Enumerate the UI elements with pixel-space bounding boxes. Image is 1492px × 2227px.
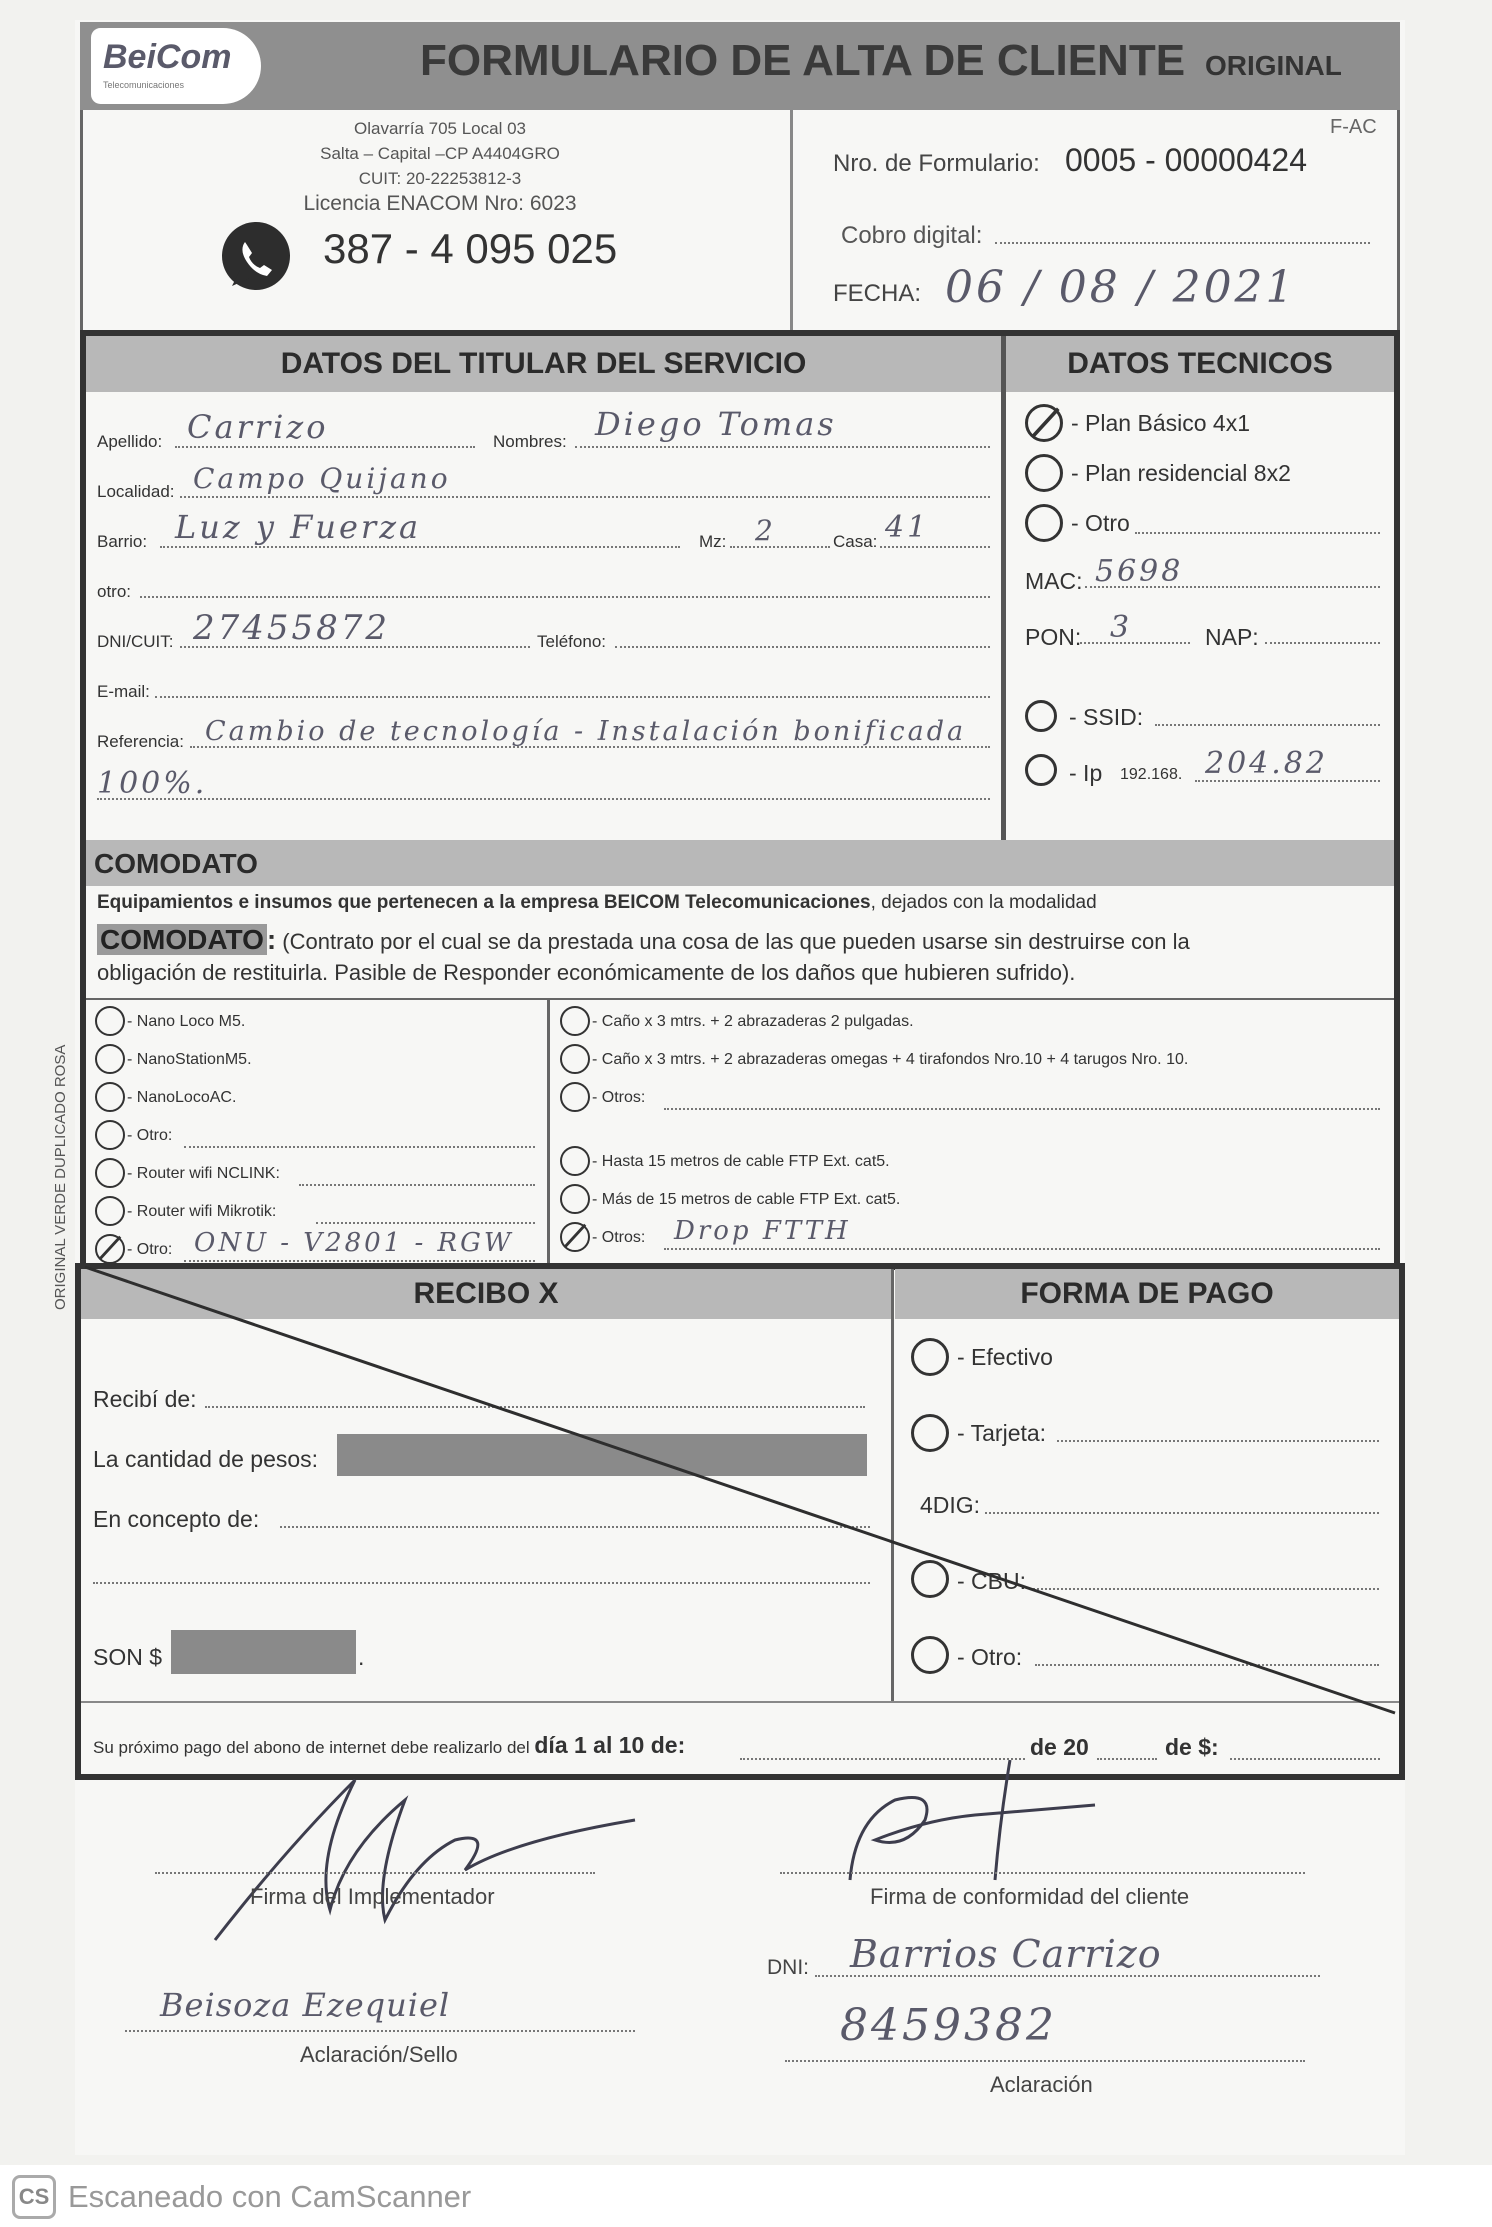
comodato-item-label: - Router wifi NCLINK: xyxy=(127,1165,280,1182)
tecnicos-header: DATOS TECNICOS xyxy=(1006,336,1394,392)
tecnico-option-label: - Plan Básico 4x1 xyxy=(1071,410,1250,436)
logo-subtext: Telecomunicaciones xyxy=(103,80,185,90)
apellido-line xyxy=(175,446,475,448)
comodato-item-value: ONU - V2801 - RGW xyxy=(194,1228,514,1258)
barrio-line xyxy=(160,546,680,548)
comodato-item xyxy=(95,1196,540,1230)
casa-line xyxy=(880,546,990,548)
nombres-line xyxy=(575,446,990,448)
cobro-digital-line xyxy=(995,242,1370,244)
radio-icon[interactable] xyxy=(95,1044,125,1074)
tecnico-option-label: - Otro xyxy=(1071,510,1130,536)
comodato-colon: : xyxy=(266,924,277,955)
cancel-diagonal-line xyxy=(75,1263,1405,1723)
pago-header: FORMA DE PAGO xyxy=(895,1269,1399,1319)
tarjeta-label: - Tarjeta: xyxy=(957,1420,1047,1446)
firma-impl-line xyxy=(155,1872,595,1874)
pon-value: 3 xyxy=(1110,610,1133,645)
cantidad-label: La cantidad de pesos: xyxy=(93,1446,319,1472)
comodato-divider-v xyxy=(547,998,550,1264)
tecnico-option xyxy=(1025,504,1385,544)
ssid-line xyxy=(1155,724,1380,726)
aclaracion-sello-line xyxy=(125,2030,635,2032)
address-line: Salta – Capital –CP A4404GRO xyxy=(320,144,560,163)
radio-icon[interactable] xyxy=(95,1006,125,1036)
radio-icon[interactable] xyxy=(560,1006,590,1036)
ip-label: - Ip xyxy=(1069,760,1103,786)
email-label: E-mail: xyxy=(97,682,150,701)
form-code: F-AC xyxy=(1330,116,1377,138)
whatsapp-icon xyxy=(220,220,292,292)
pago-footer-de20: de 20 xyxy=(1030,1734,1089,1760)
comodato-item-value: Drop FTTH xyxy=(674,1216,851,1246)
checked-radio-icon[interactable] xyxy=(95,1234,125,1264)
aclaracion-label: Aclaración xyxy=(990,2072,1093,2097)
referencia-label: Referencia: xyxy=(97,732,184,751)
localidad-label: Localidad: xyxy=(97,482,175,501)
logo-text: BeiCom xyxy=(103,38,232,76)
address-line: Olavarría 705 Local 03 xyxy=(354,119,526,138)
dni-sign-label: DNI: xyxy=(767,1956,809,1979)
camscanner-footer xyxy=(0,2165,1492,2227)
radio-icon[interactable] xyxy=(560,1146,590,1176)
dni-signature: Barrios Carrizo xyxy=(850,1932,1162,1976)
casa-value: 41 xyxy=(885,510,930,545)
comodato-item xyxy=(95,1158,540,1192)
radio-icon[interactable] xyxy=(95,1082,125,1112)
efectivo-label: - Efectivo xyxy=(957,1344,1053,1370)
otro-plan-line xyxy=(1135,532,1380,534)
comodato-item-label: - Hasta 15 metros de cable FTP Ext. cat5. xyxy=(592,1153,890,1170)
mz-line xyxy=(730,546,830,548)
localidad-line xyxy=(180,496,990,498)
comodato-def-line2: obligación de restituirla. Pasible de Responder económicamente de los daños que hubieren sufrido). xyxy=(97,960,1076,985)
comodato-item-label: - Nano Loco M5. xyxy=(127,1013,246,1030)
comodato-item-label: - Caño x 3 mtrs. + 2 abrazaderas 2 pulgadas. xyxy=(592,1013,914,1030)
ip-prefix: 192.168. xyxy=(1120,766,1183,783)
pago-footer-bold: día 1 al 10 de: xyxy=(534,1732,686,1758)
ip-value: 204.82 xyxy=(1205,746,1328,781)
comodato-item-line xyxy=(299,1184,535,1186)
comodato-item xyxy=(560,1146,1385,1180)
localidad-value: Campo Quijano xyxy=(193,462,451,495)
comodato-item xyxy=(95,1044,540,1078)
casa-label: Casa: xyxy=(833,532,878,551)
header-divider xyxy=(790,110,793,330)
comodato-item-label: - Otros: xyxy=(592,1089,646,1106)
otro-label: otro: xyxy=(97,582,132,601)
pon-label: PON: xyxy=(1025,624,1082,650)
firma-impl-label: Firma del Implementador xyxy=(250,1884,495,1909)
comodato-item-label: - Otro: xyxy=(127,1127,173,1144)
comodato-divider-h xyxy=(86,998,1394,1000)
comodato-item xyxy=(560,1216,1385,1256)
apellido-label: Apellido: xyxy=(97,432,163,451)
comodato-def-line1: (Contrato por el cual se da prestada una cosa de las que pueden usarse sin destruirse con la xyxy=(282,929,1190,954)
radio-icon[interactable] xyxy=(95,1158,125,1188)
ip-checkbox[interactable] xyxy=(1025,754,1057,786)
comodato-item-label: - Otro: xyxy=(127,1241,173,1258)
implementador-signature xyxy=(195,1760,645,1950)
logo xyxy=(91,28,261,104)
nombres-value: Diego Tomas xyxy=(595,405,837,443)
referencia-value-2: 100%. xyxy=(97,766,208,801)
mz-value: 2 xyxy=(755,514,776,547)
comodato-item-line xyxy=(316,1222,535,1224)
radio-icon[interactable] xyxy=(560,1082,590,1112)
comodato-item xyxy=(560,1184,1385,1218)
comodato-item xyxy=(95,1120,540,1154)
comodato-intro xyxy=(97,892,1097,914)
mz-label: Mz: xyxy=(699,532,727,551)
concepto-label: En concepto de: xyxy=(93,1506,260,1532)
telefono-label: Teléfono: xyxy=(537,632,606,651)
tecnico-option-label: - Plan residencial 8x2 xyxy=(1071,460,1291,486)
referencia-value: Cambio de tecnología - Instalación bonificada xyxy=(205,716,967,747)
aclaracion-line xyxy=(785,2060,1305,2062)
company-address xyxy=(245,116,635,216)
tecnico-option xyxy=(1025,454,1385,494)
nap-label: NAP: xyxy=(1205,624,1259,650)
recibi-label: Recibí de: xyxy=(93,1386,197,1412)
impl-name: Beisoza Ezequiel xyxy=(160,1986,451,2024)
comodato-item xyxy=(560,1082,1385,1116)
company-phone: 387 - 4 095 025 xyxy=(323,225,618,272)
company-cuit: CUIT: 20-22253812-3 xyxy=(358,169,522,188)
telefono-line xyxy=(615,646,990,648)
apellido-value: Carrizo xyxy=(187,408,329,446)
comodato-item xyxy=(560,1006,1385,1040)
form-title: FORMULARIO DE ALTA DE CLIENTE xyxy=(420,36,1186,85)
mac-value: 5698 xyxy=(1095,554,1184,589)
pon-line xyxy=(1080,642,1190,644)
radio-icon[interactable] xyxy=(95,1120,125,1150)
comodato-item-line xyxy=(664,1248,1380,1250)
cobro-digital-label: Cobro digital: xyxy=(841,222,983,249)
tecnico-option xyxy=(1025,404,1385,444)
checked-radio-icon[interactable] xyxy=(560,1222,590,1252)
aclaracion-sello-label: Aclaración/Sello xyxy=(300,2042,458,2067)
comodato-item-label: - Router wifi Mikrotik: xyxy=(127,1203,277,1220)
form-number-label: Nro. de Formulario: xyxy=(833,150,1040,177)
aclaracion-value: 8459382 xyxy=(840,2000,1057,2051)
dig-label: 4DIG: xyxy=(920,1492,981,1518)
pago-footer-pre: Su próximo pago del abono de internet debe realizarlo del xyxy=(93,1738,530,1757)
form-sheet xyxy=(75,20,1405,2155)
comodato-intro-bold: Equipamientos e insumos que pertenecen a la empresa BEICOM Telecomunicaciones xyxy=(97,892,871,913)
recibo-header: RECIBO X xyxy=(81,1269,891,1319)
barrio-label: Barrio: xyxy=(97,532,148,551)
comodato-header xyxy=(86,840,1394,886)
dni-label: DNI/CUIT: xyxy=(97,632,174,651)
comodato-item-label: - Más de 15 metros de cable FTP Ext. cat5. xyxy=(592,1191,901,1208)
cbu-label: - CBU: xyxy=(957,1568,1026,1594)
copy-label: ORIGINAL xyxy=(1205,50,1342,81)
comodato-intro-rest: , dejados con la modalidad xyxy=(870,892,1097,913)
nap-line xyxy=(1265,642,1380,644)
form-number: 0005 - 00000424 xyxy=(1065,142,1307,178)
pago-footer-de: de $: xyxy=(1165,1734,1219,1760)
dni-value: 27455872 xyxy=(193,608,391,648)
titular-header: DATOS DEL TITULAR DEL SERVICIO xyxy=(86,336,1001,392)
firma-cliente-label: Firma de conformidad del cliente xyxy=(870,1884,1190,1909)
fecha-value: 06 / 08 / 2021 xyxy=(945,262,1297,313)
camscanner-text: Escaneado con CamScanner xyxy=(68,2179,472,2214)
comodato-word: COMODATO xyxy=(97,924,267,955)
camscanner-logo-icon: CS xyxy=(12,2175,56,2219)
comodato-item-line xyxy=(184,1146,535,1148)
comodato-item-line xyxy=(184,1260,535,1262)
email-line xyxy=(155,696,990,698)
company-license: Licencia ENACOM Nro: 6023 xyxy=(303,192,577,215)
nombres-label: Nombres: xyxy=(493,432,567,451)
radio-icon[interactable] xyxy=(560,1044,590,1074)
comodato-item xyxy=(560,1044,1385,1078)
radio-icon[interactable] xyxy=(1025,504,1063,542)
otro-pago-label: - Otro: xyxy=(957,1644,1023,1670)
referencia-line-2 xyxy=(97,798,990,800)
son-end: . xyxy=(358,1644,365,1670)
comodato-item xyxy=(95,1006,540,1040)
barrio-value: Luz y Fuerza xyxy=(175,508,422,546)
firma-cliente-line xyxy=(780,1872,1305,1874)
ssid-label: - SSID: xyxy=(1069,704,1144,730)
otro-line xyxy=(140,596,990,598)
radio-icon[interactable] xyxy=(1025,454,1063,492)
comodato-item-line xyxy=(664,1108,1380,1110)
comodato-item-label: - NanoLocoAC. xyxy=(127,1089,237,1106)
fecha-label: FECHA: xyxy=(833,280,922,307)
titular-divider xyxy=(1001,336,1006,840)
radio-icon[interactable] xyxy=(95,1196,125,1226)
comodato-item xyxy=(95,1082,540,1116)
comodato-item-label: - NanoStationM5. xyxy=(127,1051,252,1068)
comodato-item-label: - Caño x 3 mtrs. + 2 abrazaderas omegas + 4 tirafondos Nro.10 + 4 tarugos Nro. 10. xyxy=(592,1051,1189,1068)
ssid-checkbox[interactable] xyxy=(1025,700,1057,732)
mac-label: MAC: xyxy=(1025,568,1083,594)
son-label: SON $ xyxy=(93,1644,163,1670)
comodato-title: COMODATO xyxy=(94,848,258,879)
comodato-item-label: - Otros: xyxy=(592,1229,646,1246)
checked-radio-icon[interactable] xyxy=(1025,404,1063,442)
radio-icon[interactable] xyxy=(560,1184,590,1214)
cliente-signature xyxy=(835,1760,1135,1890)
pago-footer-line-3 xyxy=(1230,1758,1380,1760)
side-copy-note: ORIGINAL VERDE DUPLICADO ROSA xyxy=(52,1044,69,1310)
comodato-definition xyxy=(97,924,1387,988)
